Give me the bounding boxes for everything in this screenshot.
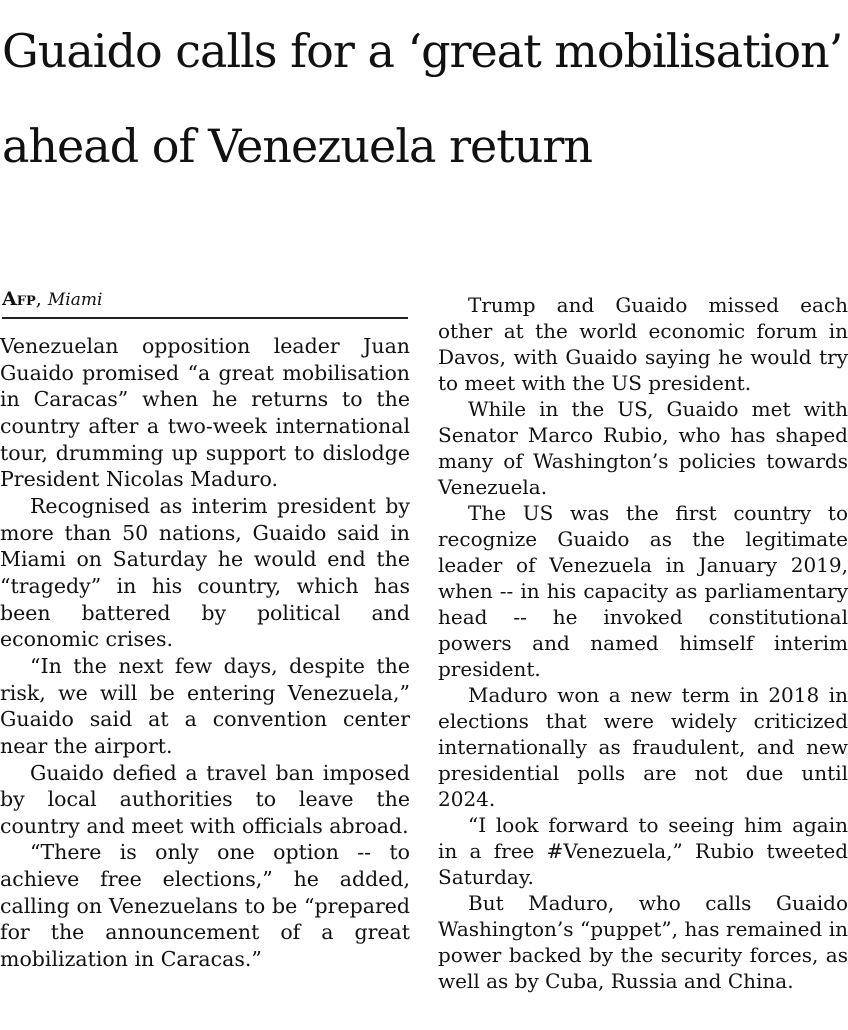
paragraph: While in the US, Guaido met with Senator Marco Rubio, who has shaped many of Washington’s policies towards Venezuela. xyxy=(438,397,848,499)
paragraph: “In the next few days, despite the risk, we will be entering Venezuela,” Guaido said at a convention center near the airport. xyxy=(0,653,410,758)
byline-separator: , xyxy=(35,288,48,310)
paragraph: Recognised as interim president by more than 50 nations, Guaido said in Miami on Saturday he would end the “tragedy” in his country, which has been battered by political and economic crises. xyxy=(0,493,410,652)
headline: Guaido calls for a ‘great mobilisation’ ahead of Venezuela return xyxy=(2,24,843,173)
paragraph: “There is only one option -- to achieve free elections,” he added, calling on Venezuelans to be “prepared for the announcement of a great mobilization in Caracas.” xyxy=(0,840,410,972)
byline xyxy=(2,286,408,319)
paragraph: “I look forward to seeing him again in a free #Venezuela,” Rubio tweeted Saturday. xyxy=(438,813,848,889)
byline-place: Miami xyxy=(47,290,103,310)
left-column xyxy=(0,333,410,973)
paragraph: Maduro won a new term in 2018 in elections that were widely criticized internationally as fraudulent, and new presidential polls are not due until 2024. xyxy=(438,683,848,811)
right-column xyxy=(438,292,848,994)
paragraph: Venezuelan opposition leader Juan Guaido promised “a great mobilisation in Caracas” when he returns to the country after a two-week international tour, drumming up support to dislodge President Nicolas Maduro. xyxy=(0,334,410,492)
paragraph: Guaido defied a travel ban imposed by local authorities to leave the country and meet with officials abroad. xyxy=(0,760,410,838)
paragraph: But Maduro, who calls Guaido Washington’s “puppet”, has remained in power backed by the security forces, as well as by Cuba, Russia and China. xyxy=(438,891,848,993)
byline-agency: Afp xyxy=(2,288,36,310)
paragraph: The US was the first country to recognize Guaido as the legitimate leader of Venezuela in January 2019, when -- in his capacity as parliamentary head -- he invoked constitutional powers and named himself interim president. xyxy=(438,501,848,681)
paragraph: Trump and Guaido missed each other at the world economic forum in Davos, with Guaido saying he would try to meet with the US president. xyxy=(438,293,848,395)
